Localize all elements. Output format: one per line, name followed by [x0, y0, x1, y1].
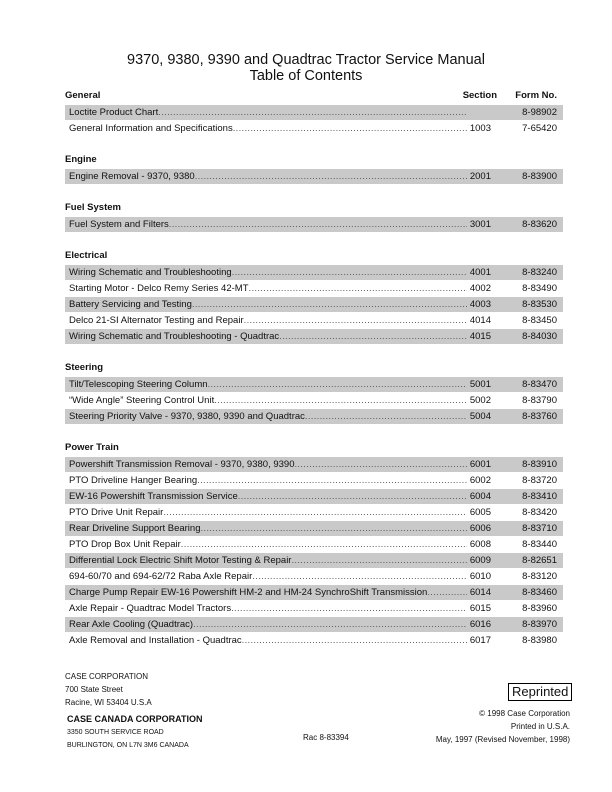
dot-leader	[169, 217, 467, 232]
row-section: 4015	[469, 331, 491, 342]
row-title: Delco 21-SI Alternator Testing and Repair	[69, 315, 244, 326]
row-title: Engine Removal - 9370, 9380	[69, 171, 195, 182]
city: BURLINGTON, ON L7N 3M6 CANADA	[67, 742, 189, 749]
toc-section	[65, 440, 563, 648]
street: 3350 SOUTH SERVICE ROAD	[67, 729, 164, 736]
row-section: 5004	[469, 411, 491, 422]
toc-section	[65, 360, 563, 424]
row-title: PTO Drop Box Unit Repair	[69, 539, 181, 550]
toc-row[interactable]	[65, 264, 563, 280]
section-title: Power Train	[65, 442, 119, 453]
row-title: Wiring Schematic and Troubleshooting - Quadtrac	[69, 331, 280, 342]
row-section: 5001	[469, 379, 491, 390]
toc-row[interactable]	[65, 504, 563, 520]
row-form-number: 8-83420	[522, 507, 557, 518]
row-form-number: 8-83240	[522, 267, 557, 278]
row-title: General Information and Specifications	[69, 123, 233, 134]
dot-leader	[232, 265, 467, 280]
toc-row[interactable]	[65, 376, 563, 392]
row-title: PTO Drive Unit Repair	[69, 507, 164, 518]
dot-leader	[193, 617, 467, 632]
row-form-number: 8-83620	[522, 219, 557, 230]
row-title: Powershift Transmission Removal - 9370, 9380, 9390	[69, 459, 295, 470]
city: Racine, WI 53404 U.S.A	[65, 698, 152, 707]
toc-section	[65, 248, 563, 344]
toc-row[interactable]	[65, 280, 563, 296]
toc-row[interactable]	[65, 408, 563, 424]
toc-row[interactable]	[65, 216, 563, 232]
row-title: Differential Lock Electric Shift Motor Testing & Repair	[69, 555, 292, 566]
row-form-number: 8-83450	[522, 315, 557, 326]
row-title: PTO Driveline Hanger Bearing	[69, 475, 198, 486]
row-section: 4001	[469, 267, 491, 278]
row-section: 6004	[469, 491, 491, 502]
row-form-number: 8-83460	[522, 587, 557, 598]
row-form-number: 8-83710	[522, 523, 557, 534]
dot-leader	[158, 105, 467, 120]
dot-leader	[181, 537, 467, 552]
dot-leader	[231, 601, 467, 616]
dot-leader	[238, 489, 467, 504]
dot-leader	[249, 281, 468, 296]
dot-leader	[305, 409, 467, 424]
row-form-number: 8-83970	[522, 619, 557, 630]
row-form-number: 8-83960	[522, 603, 557, 614]
section-title: Electrical	[65, 250, 108, 261]
toc-row[interactable]	[65, 168, 563, 184]
dot-leader	[197, 473, 467, 488]
company-name: CASE CORPORATION	[65, 672, 148, 681]
section-title: Steering	[65, 362, 104, 373]
toc-row[interactable]	[65, 312, 563, 328]
section-header	[65, 248, 563, 264]
toc-row[interactable]	[65, 616, 563, 632]
row-section: 4002	[469, 283, 491, 294]
row-form-number: 8-83760	[522, 411, 557, 422]
row-section: 1003	[469, 123, 491, 134]
section-header	[65, 152, 563, 168]
row-title: Axle Repair - Quadtrac Model Tractors	[69, 603, 232, 614]
row-form-number: 8-83410	[522, 491, 557, 502]
row-form-number: 8-98902	[522, 107, 557, 118]
toc-row[interactable]	[65, 488, 563, 504]
section-column-header: Section	[462, 90, 497, 101]
row-title: Fuel System and Filters	[69, 219, 169, 230]
table-of-contents	[65, 88, 563, 648]
row-title: Charge Pump Repair EW-16 Powershift HM-2 and HM-24 SynchroShift Transmission	[69, 587, 428, 598]
row-section: 4014	[469, 315, 491, 326]
row-section: 6009	[469, 555, 491, 566]
row-form-number: 8-83900	[522, 171, 557, 182]
section-title: Fuel System	[65, 202, 121, 213]
row-section: 6017	[469, 635, 491, 646]
row-form-number: 8-82651	[522, 555, 557, 566]
row-form-number: 8-84030	[522, 331, 557, 342]
dot-leader	[294, 457, 467, 472]
dot-leader	[163, 505, 467, 520]
row-title: Axle Removal and Installation - Quadtrac	[69, 635, 242, 646]
copyright: © 1998 Case Corporation	[479, 709, 570, 718]
copyright-block	[436, 707, 570, 746]
toc-title: Table of Contents	[249, 68, 363, 84]
row-section: 6008	[469, 539, 491, 550]
toc-row[interactable]	[65, 472, 563, 488]
row-section: 3001	[469, 219, 491, 230]
row-title: Steering Priority Valve - 9370, 9380, 9390 and Quadtrac	[69, 411, 305, 422]
row-title: Rear Axle Cooling (Quadtrac)	[69, 619, 194, 630]
rac-number: Rac 8-83394	[303, 733, 349, 742]
row-section: 6005	[469, 507, 491, 518]
row-form-number: 8-83120	[522, 571, 557, 582]
reprinted-stamp: Reprinted	[508, 683, 572, 701]
row-section: 6002	[469, 475, 491, 486]
section-header	[65, 440, 563, 456]
row-section: 6010	[469, 571, 491, 582]
row-title: Starting Motor - Delco Remy Series 42-MT	[69, 283, 249, 294]
row-section: 6015	[469, 603, 491, 614]
toc-row[interactable]	[65, 456, 563, 472]
dot-leader	[214, 393, 467, 408]
row-section: 6016	[469, 619, 491, 630]
row-title: “Wide Angle” Steering Control Unit	[69, 395, 215, 406]
section-title: Engine	[65, 154, 97, 165]
dot-leader	[242, 633, 467, 648]
row-section: 5002	[469, 395, 491, 406]
company-name: CASE CANADA CORPORATION	[67, 714, 203, 724]
row-section	[467, 105, 491, 120]
row-title: Rear Driveline Support Bearing	[69, 523, 201, 534]
row-form-number: 8-83910	[522, 459, 557, 470]
section-title: General	[65, 90, 101, 101]
section-header	[65, 88, 563, 104]
row-title: Battery Servicing and Testing	[69, 299, 192, 310]
row-form-number: 8-83470	[522, 379, 557, 390]
section-header	[65, 200, 563, 216]
row-title: 694-60/70 and 694-62/72 Raba Axle Repair	[69, 571, 253, 582]
row-section: 6014	[469, 587, 491, 598]
row-section: 6001	[469, 459, 491, 470]
row-form-number: 8-83530	[522, 299, 557, 310]
row-title: Tilt/Telescoping Steering Column	[69, 379, 208, 390]
row-form-number: 8-83720	[522, 475, 557, 486]
dot-leader	[427, 585, 467, 600]
dot-leader	[244, 313, 467, 328]
toc-row[interactable]	[65, 568, 563, 584]
row-section: 6006	[469, 523, 491, 534]
toc-row[interactable]	[65, 536, 563, 552]
toc-row[interactable]	[65, 584, 563, 600]
toc-section	[65, 88, 563, 136]
toc-row[interactable]	[65, 296, 563, 312]
toc-row[interactable]	[65, 328, 563, 344]
revision-date: May, 1997 (Revised November, 1998)	[435, 735, 570, 744]
section-header	[65, 360, 563, 376]
toc-section	[65, 152, 563, 184]
row-title: Wiring Schematic and Troubleshooting	[69, 267, 232, 278]
dot-leader	[208, 377, 467, 392]
toc-row[interactable]	[65, 104, 563, 120]
row-section: 4003	[469, 299, 491, 310]
row-section: 2001	[469, 171, 491, 182]
dot-leader	[233, 121, 467, 136]
manual-title: 9370, 9380, 9390 and Quadtrac Tractor Service Manual	[127, 52, 485, 68]
row-title: Loctite Product Chart	[69, 107, 159, 118]
toc-row[interactable]	[65, 600, 563, 616]
row-form-number: 7-65420	[522, 123, 557, 134]
dot-leader	[200, 521, 467, 536]
toc-row[interactable]	[65, 520, 563, 536]
toc-row[interactable]	[65, 392, 563, 408]
toc-section	[65, 200, 563, 232]
dot-leader	[195, 169, 467, 184]
row-form-number: 8-83980	[522, 635, 557, 646]
street: 700 State Street	[65, 685, 123, 694]
toc-row[interactable]	[65, 632, 563, 648]
dot-leader	[291, 553, 467, 568]
canada-address	[67, 712, 203, 752]
row-form-number: 8-83790	[522, 395, 557, 406]
row-title: EW-16 Powershift Transmission Service	[69, 491, 238, 502]
form-column-header: Form No.	[515, 90, 557, 101]
dot-leader	[252, 569, 467, 584]
dot-leader	[192, 297, 467, 312]
case-address	[65, 670, 152, 709]
row-form-number: 8-83440	[522, 539, 557, 550]
dot-leader	[279, 329, 467, 344]
toc-row[interactable]	[65, 552, 563, 568]
printed-in: Printed in U.S.A.	[510, 722, 570, 731]
row-form-number: 8-83490	[522, 283, 557, 294]
toc-row[interactable]	[65, 120, 563, 136]
